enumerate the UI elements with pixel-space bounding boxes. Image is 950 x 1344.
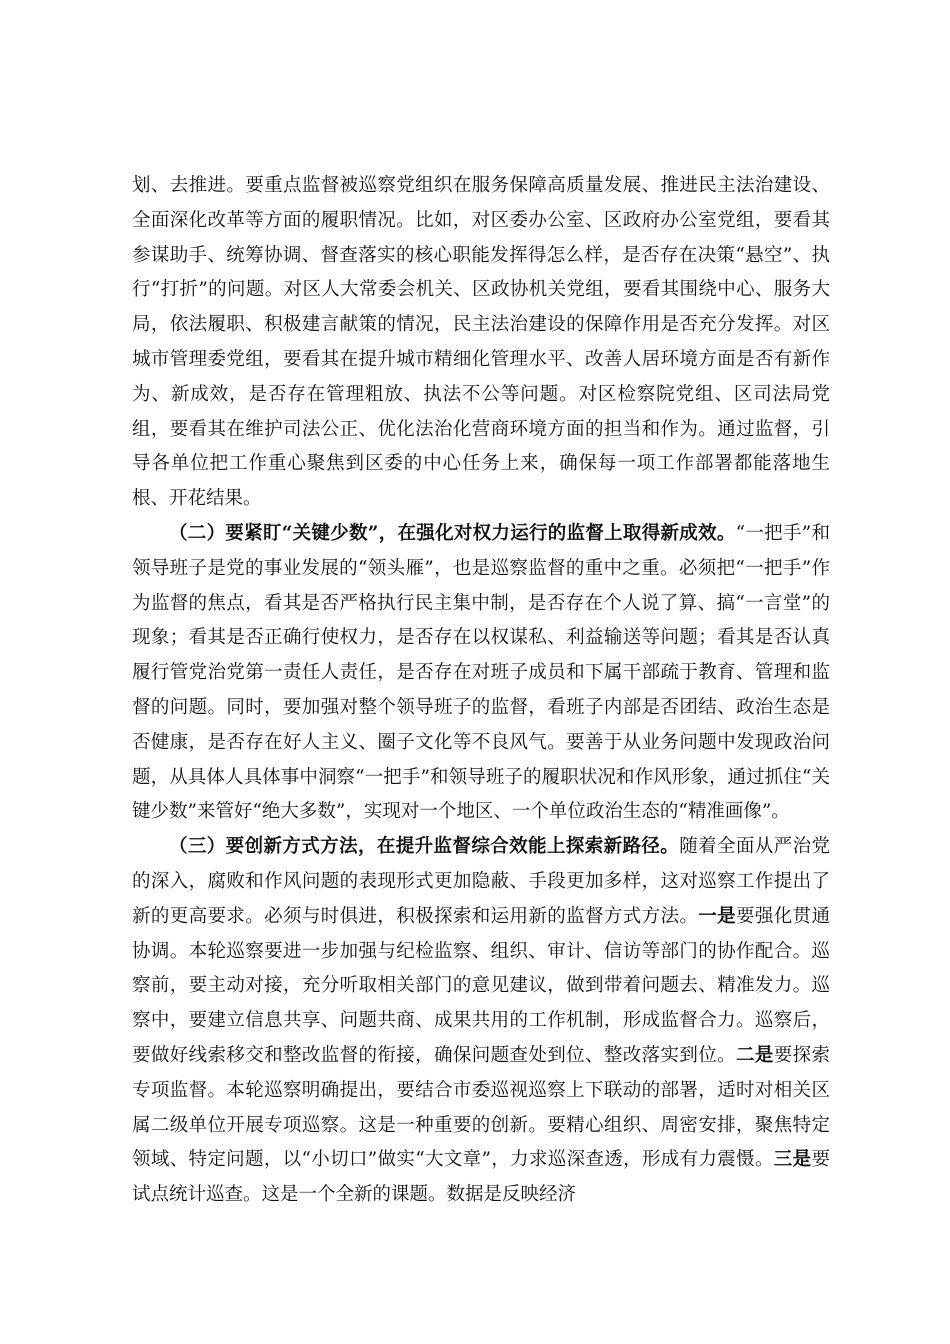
paragraph-1 <box>132 169 830 517</box>
point-marker-3: 三是 <box>773 1149 812 1171</box>
paragraph-3-text-c: 要探索专项监督。本轮巡察明确提出，要结合市委巡视巡察上下联动的部署，适时对相关区属二级单位开展专项巡察。这是一种重要的创新。要精心组织、周密安排，聚焦特定领域、特定问题，以“小切口”做实“大文章”，力求巡深查透，形成有力震慑。 <box>132 1044 830 1171</box>
paragraph-3-text-b: 要强化贯通协调。本轮巡察要进一步加强与纪检监察、组织、审计、信访等部门的协作配合。巡察前，要主动对接，充分听取相关部门的意见建议，做到带着问题去、精准发力。巡察中，要建立信息共享、问题共商、成果共用的工作机制，形成监督合力。巡察后，要做好线索移交和整改监督的衔接，确保问题查处到位、整改落实到位。 <box>132 905 830 1066</box>
paragraph-1-text: 划、去推进。要重点监督被巡察党组织在服务保障高质量发展、推进民主法治建设、全面深化改革等方面的履职情况。比如，对区委办公室、区政府办公室党组，要看其参谋助手、统筹协调、督查落实的核心职能发挥得怎么样，是否存在决策“悬空”、执行“打折”的问题。对区人大常委会机关、区政协机关党组，要看其围绕中心、服务大局，依法履职、积极建言献策的情况，民主法治建设的保障作用是否充分发挥。对区城市管理委党组，要看其在提升城市精细化管理水平、改善人居环境方面是否有新作为、新成效，是否存在管理粗放、执法不公等问题。对区检察院党组、区司法局党组，要看其在维护司法公正、优化法治化营商环境方面的担当和作为。通过监督，引导各单位把工作重心聚焦到区委的中心任务上来，确保每一项工作部署都能落地生根、开花结果。 <box>132 175 830 510</box>
point-marker-2: 二是 <box>735 1044 774 1066</box>
paragraph-3-text-a: 随着全面从严治党的深入，腐败和作风问题的表现形式更加隐蔽、手段更加多样，这对巡察工作提出了新的更高要求。必须与时俱进，积极探索和运用新的监督方式方法。 <box>132 836 830 927</box>
section-heading-3: （三）要创新方式方法，在提升监督综合效能上探索新路径。 <box>169 836 680 858</box>
paragraph-2 <box>132 517 830 830</box>
document-body <box>132 169 830 1213</box>
paragraph-3-text-d: 要试点统计巡查。这是一个全新的课题。数据是反映经济 <box>132 1149 830 1206</box>
paragraph-3 <box>132 830 830 1213</box>
point-marker-1: 一是 <box>698 905 736 927</box>
paragraph-2-text: “一把手”和领导班子是党的事业发展的“领头雁”，也是巡察监督的重中之重。必须把“一把手”作为监督的焦点，看其是否严格执行民主集中制，是否存在个人说了算、搞“一言堂”的现象；看其是否正确行使权力，是否存在以权谋私、利益输送等问题；看其是否认真履行管党治党第一责任人责任，是否存在对班子成员和下属干部疏于教育、管理和监督的问题。同时，要加强对整个领导班子的监督，看班子内部是否团结、政治生态是否健康，是否存在好人主义、圈子文化等不良风气。要善于从业务问题中发现政治问题，从具体人具体事中洞察“一把手”和领导班子的履职状况和作风形象，通过抓住“关键少数”来管好“绝大多数”，实现对一个地区、一个单位政治生态的“精准画像”。 <box>132 522 830 823</box>
section-heading-2: （二）要紧盯“关键少数”，在强化对权力运行的监督上取得新成效。 <box>169 522 736 544</box>
